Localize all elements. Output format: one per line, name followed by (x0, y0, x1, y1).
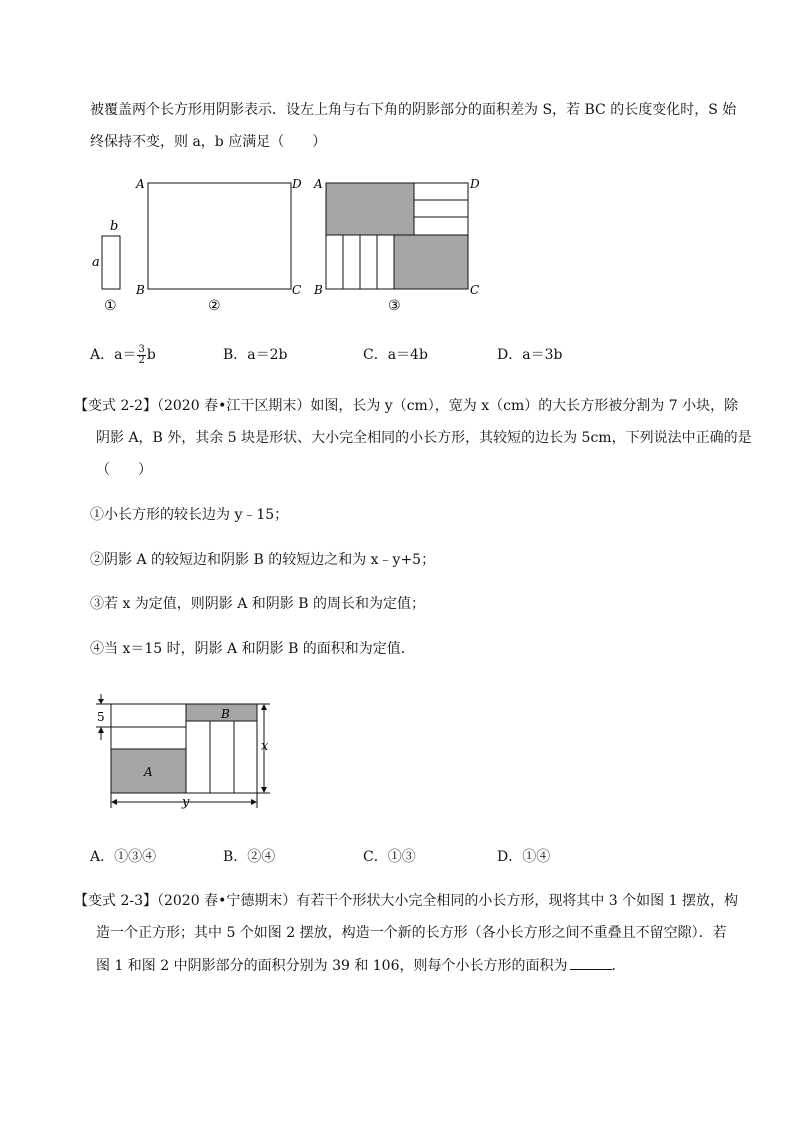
q1-text-line-2: 终保持不变，则 a，b 应满足（ ） (90, 134, 327, 150)
label-B: B (221, 707, 230, 721)
q2-text-line-3: （ ） (96, 462, 152, 478)
small-rectangle (102, 236, 120, 289)
label-a: a (92, 255, 100, 270)
q1-option-A[interactable]: A．a＝ $\frac{3}{2}$ b (90, 343, 156, 366)
q2-option-A[interactable]: A．①③④ (90, 849, 157, 865)
caption-3: ③ (388, 298, 401, 314)
figure-1-svg (80, 170, 500, 320)
q2-statement-2: ②阴影 A 的较短边和阴影 B 的较短边之和为 x﹣y+5； (90, 552, 436, 568)
arrow-down-icon (98, 699, 104, 704)
label-b: b (110, 219, 119, 234)
q3-text-line-1: 【变式 2-3】（2020 春•宁德期末）有若干个形状大小完全相同的小长方形，现将其中 3 个如图 1 摆放，构 (74, 893, 738, 909)
answer-blank[interactable] (570, 955, 612, 970)
arrow-down-icon (261, 787, 267, 793)
q2-statement-4: ④当 x＝15 时，阴影 A 和阴影 B 的面积和为定值． (90, 641, 415, 657)
arrow-right-icon (251, 799, 257, 805)
q1-text-line-1: 被覆盖两个长方形用阴影表示．设左上角与右下角的阴影部分的面积差为 S，若 BC 的长度变化时，S 始 (90, 102, 737, 118)
q1-option-D[interactable]: D．a＝3b (497, 347, 563, 363)
figure-2 (90, 690, 290, 820)
q2-text-line-1: 【变式 2-2】（2020 春•江干区期末）如图，长为 y（cm），宽为 x（cm）的大长方形被分割为 7 小块，除 (74, 398, 739, 414)
q1-option-C[interactable]: C．a＝4b (363, 347, 428, 363)
q2-option-B[interactable]: B．②④ (223, 849, 276, 865)
q1-options (90, 344, 650, 364)
q2-option-C[interactable]: C．①③ (363, 849, 416, 865)
q3-text-line-3: 图 1 和图 2 中阴影部分的面积分别为 39 和 106，则每个小长方形的面积为 ． (96, 955, 626, 976)
arrow-up-icon (261, 704, 267, 710)
label-five: 5 (97, 710, 105, 724)
figure-2-svg (90, 690, 290, 820)
label-A-2: A (136, 177, 145, 191)
q2-option-D[interactable]: D．①④ (497, 849, 551, 865)
shaded-top-left (326, 183, 414, 235)
q2-options (90, 846, 650, 866)
q3-text-line-2: 造一个正方形；其中 5 个如图 2 摆放，构造一个新的长方形（各小长方形之间不重叠且不留空隙）．若 (96, 925, 727, 941)
shaded-bottom-right (394, 235, 468, 289)
arrow-left-icon (111, 799, 117, 805)
label-D-2: D (292, 177, 302, 191)
q2-text-line-2: 阴影 A，B 外，其余 5 块是形状、大小完全相同的小长方形，其较短的边长为 5cm，下列说法中正确的是 (96, 430, 752, 446)
label-x: x (261, 739, 269, 754)
label-D-3: D (470, 177, 480, 191)
label-C-2: C (292, 283, 302, 297)
label-B-2: B (136, 283, 145, 297)
caption-2: ② (208, 298, 221, 314)
big-rectangle (148, 183, 291, 289)
q2-statement-3: ③若 x 为定值，则阴影 A 和阴影 B 的周长和为定值； (90, 596, 425, 612)
arrow-up-icon (98, 727, 104, 733)
label-A-3: A (314, 177, 323, 191)
label-B-3: B (314, 283, 323, 297)
label-y: y (182, 795, 190, 810)
caption-1: ① (104, 298, 117, 314)
figure-1 (80, 170, 500, 320)
q2-statement-1: ①小长方形的较长边为 y﹣15； (90, 507, 289, 523)
label-A: A (144, 765, 153, 779)
fraction-three-halves: $\frac{3}{2}$ (138, 343, 145, 366)
q1-option-B[interactable]: B．a＝2b (223, 347, 288, 363)
label-C-3: C (470, 283, 480, 297)
